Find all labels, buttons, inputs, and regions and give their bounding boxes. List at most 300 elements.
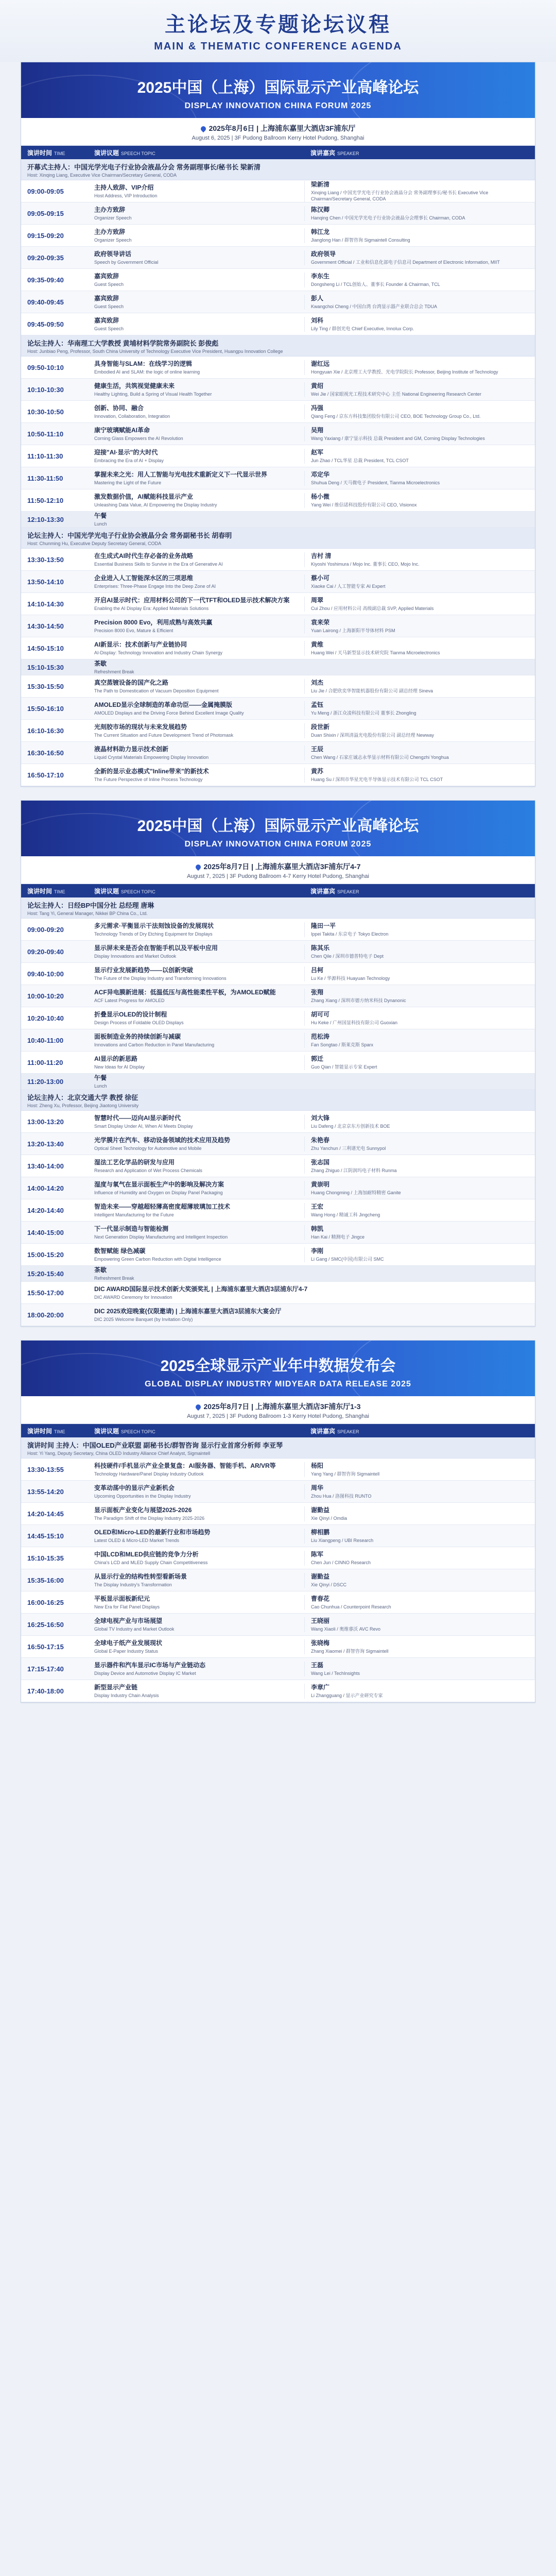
- speaker-name: 彭人: [311, 294, 324, 302]
- speaker-name: 郭迁: [311, 1055, 324, 1062]
- agenda-row: [21, 1569, 535, 1591]
- agenda-topic: [88, 1159, 304, 1174]
- agenda-time: 11:00-11:20: [27, 1058, 63, 1066]
- topic-en: Healthy Lighting, Build a Spring of Visual Health Together: [94, 391, 212, 397]
- agenda-time: 12:10-13:30: [27, 515, 64, 523]
- topic-en: Refreshment Break: [94, 1275, 134, 1281]
- agenda-row: [21, 1658, 535, 1680]
- speaker-name: 吴翔: [311, 426, 324, 434]
- agenda-time: 09:15-09:20: [27, 231, 64, 240]
- agenda-time: 13:20-13:40: [27, 1140, 64, 1148]
- topic-en: Organizer Speech: [94, 215, 132, 221]
- topic-cn: 下一代显示制造与智能检测: [94, 1225, 169, 1232]
- topic-en: Host Address, VIP Introduction: [94, 193, 158, 198]
- speaker-name: 朱艳春: [311, 1136, 330, 1144]
- agenda-topic: [88, 1266, 304, 1281]
- agenda-row: [21, 985, 535, 1007]
- col-topic: [88, 887, 304, 895]
- agenda-topic: [88, 1203, 304, 1218]
- agenda-row: [21, 1029, 535, 1052]
- speaker-name: 刘科: [311, 316, 324, 324]
- agenda-topic: [88, 679, 304, 694]
- agenda-time: 13:55-14:20: [27, 1487, 64, 1496]
- agenda-topic: [88, 1181, 304, 1196]
- speaker-title: Liu Dafeng / 北京京东方创新技术 BOE: [311, 1123, 390, 1129]
- section-title: 2025中国（上海）国际显示产业高峰论坛: [137, 818, 419, 835]
- agenda-speaker: [304, 1551, 535, 1566]
- agenda-row: [21, 1481, 535, 1503]
- section-3: [21, 1340, 535, 1703]
- agenda-speaker: [304, 1033, 535, 1048]
- topic-en: Global E-Paper Industry Status: [94, 1648, 159, 1654]
- agenda-speaker: [304, 493, 535, 508]
- speaker-name: 陈其乐: [311, 944, 330, 952]
- speaker-title: Wang Lei / TechInsights: [311, 1670, 360, 1676]
- agenda-speaker: [304, 1114, 535, 1129]
- agenda-row: [21, 467, 535, 489]
- host-row: [21, 528, 535, 549]
- agenda-speaker: [304, 295, 535, 310]
- speaker-name: 赵军: [311, 448, 324, 456]
- speaker-title: Zhu Yanchun / 三利谱光电 Sunnypol: [311, 1145, 386, 1151]
- agenda-topic: [88, 1617, 304, 1632]
- speaker-title: Xie Qinyi / Omdia: [311, 1515, 348, 1521]
- topic-en: Innovation, Collaboration, Integration: [94, 413, 170, 419]
- host-name-en: Host: Junbiao Peng, Professor, South China University of Technology Executive Vice President, Huangpu Innovation College: [27, 348, 283, 354]
- speaker-name: 陈军: [311, 1550, 324, 1558]
- topic-en: Research and Application of Wet Process Chemicals: [94, 1167, 202, 1173]
- host-name: 论坛主持人：北京交通大学 教授 徐征: [27, 1093, 138, 1101]
- section-1: [21, 62, 535, 787]
- speaker-name: 黄维: [311, 640, 324, 648]
- speaker-title: Zhang Xiang / 深圳市德方纳米科技 Dynanonic: [311, 997, 406, 1003]
- page-title: 主论坛及专题论坛议程: [165, 13, 391, 37]
- topic-cn: 全球电视产业与市场展望: [94, 1617, 163, 1624]
- agenda-time: 15:30-15:50: [27, 682, 64, 690]
- topic-cn: 开启AI显示时代：应用材料公司的下一代TFT和OLED显示技术解决方案: [94, 596, 290, 604]
- col-time-label-en: TIME: [54, 1429, 65, 1434]
- agenda-speaker: [304, 1662, 535, 1676]
- topic-en: Display Industry Chain Analysis: [94, 1692, 159, 1698]
- agenda-speaker: [304, 1203, 535, 1218]
- agenda-speaker: [304, 1529, 535, 1544]
- speaker-name: 周华: [311, 1484, 324, 1492]
- topic-en: Refreshment Break: [94, 669, 134, 674]
- agenda-speaker: [304, 1011, 535, 1026]
- agenda-time: 10:00-10:20: [27, 992, 64, 1000]
- topic-cn: 午餐: [94, 512, 107, 519]
- agenda-topic: [88, 449, 304, 464]
- topic-cn: 新型显示产业链: [94, 1683, 138, 1691]
- speaker-name: 袁来荣: [311, 618, 330, 626]
- topic-en: The Future of the Display Industry and Transforming Innovations: [94, 975, 227, 981]
- agenda-time: 09:40-09:45: [27, 298, 64, 306]
- agenda-row: [21, 615, 535, 637]
- topic-cn: 显示屏未来是否会在智能手机以及平板中应用: [94, 944, 218, 952]
- topic-en: Organizer Speech: [94, 237, 132, 243]
- speaker-title: Li Gang / SMC(中国)有限公司 SMC: [311, 1256, 384, 1262]
- page-title-en: MAIN & THEMATIC CONFERENCE AGENDA: [154, 41, 402, 52]
- topic-en: Corning Glass Empowers the AI Revolution: [94, 435, 183, 441]
- col-topic-label: 演讲议题: [94, 1427, 119, 1435]
- speaker-name: 梁新清: [311, 180, 330, 188]
- speaker-name: 谢勤益: [311, 1506, 330, 1514]
- speaker-name: 胡可可: [311, 1010, 330, 1018]
- agenda-time: 09:50-10:10: [27, 363, 64, 371]
- speaker-name: 张志国: [311, 1158, 330, 1166]
- topic-en: Intelligent Manufacturing for the Future: [94, 1212, 174, 1217]
- speaker-title: Li Zhangguang / 显示产业研究专家: [311, 1692, 383, 1698]
- venue-text: 2025年8月6日 | 上海浦东嘉里大酒店3F浦东厅: [208, 124, 356, 132]
- agenda-topic: [88, 184, 304, 199]
- agenda-speaker: [304, 967, 535, 981]
- topic-cn: 从显示行业的结构性转型看新场景: [94, 1572, 187, 1580]
- host-name-en: Host: Yi Yang, Deputy Secretary, China OLED Industry Alliance Chief Analyst, Sigmaintell: [27, 1450, 211, 1456]
- agenda-time: 09:00-09:05: [27, 187, 64, 195]
- speaker-title: Huang Su / 深圳市华星光电半导体显示技术有限公司 TCL CSOT: [311, 776, 443, 782]
- col-speaker: [304, 887, 535, 895]
- speaker-name: 韩凯: [311, 1225, 324, 1232]
- agenda-time: 09:35-09:40: [27, 276, 64, 284]
- speaker-name: 吉村 清: [311, 552, 332, 560]
- col-speaker-label: 演讲嘉宾: [310, 887, 336, 895]
- agenda-speaker: [304, 1595, 535, 1610]
- topic-en: Innovations and Carbon Reduction in Panel Manufacturing: [94, 1042, 215, 1047]
- agenda-topic: [88, 745, 304, 760]
- speaker-title: Jun Zhao / TCL华星 总裁 President, TCL CSOT: [311, 457, 409, 463]
- speaker-name: 韩江龙: [311, 228, 330, 235]
- speaker-name: 张晓梅: [311, 1639, 330, 1647]
- topic-en: Display Innovations and Market Outlook: [94, 953, 177, 959]
- topic-en: Enabling the AI Display Era: Applied Materials Solutions: [94, 605, 209, 611]
- agenda-topic: [88, 512, 304, 527]
- venue-line-en: August 7, 2025 | 3F Pudong Ballroom 1-3 Kerry Hotel Pudong, Shanghai: [187, 1413, 369, 1419]
- topic-en: Enterprises: Three-Phase Engage Into the Deep Zone of AI: [94, 583, 216, 589]
- speaker-title: Yuan Lairong / 上海新阳半导体材料 PSM: [311, 628, 395, 633]
- agenda-row: [21, 1133, 535, 1155]
- agenda-row: [21, 247, 535, 269]
- agenda-speaker: [304, 1137, 535, 1151]
- topic-en: Guest Speech: [94, 281, 124, 287]
- speaker-title: Zhang Zhiguo / 江阴润玛电子材料 Runma: [311, 1167, 397, 1173]
- agenda-topic: [88, 1662, 304, 1676]
- speaker-name: 刘杰: [311, 679, 324, 686]
- location-pin-icon: [194, 863, 201, 871]
- agenda-speaker: [304, 1247, 535, 1262]
- col-speaker-label: 演讲嘉宾: [310, 1427, 336, 1435]
- agenda-topic: [88, 382, 304, 397]
- speaker-title: Xinqing Liang / 中国光学光电子行业协会液晶分会 常务副理事长/秘书长 Executive Vice Chairman/Secretary General, CODA: [311, 190, 489, 201]
- speaker-title: Wei Jie / 国家眼视光工程技术研究中心 主任 National Engineering Research Center: [311, 391, 481, 397]
- agenda-time: 15:50-17:00: [27, 1289, 64, 1297]
- speaker-title: Ippei Takita / 东京电子 Tokyo Electron: [311, 931, 389, 937]
- col-speaker: [304, 1427, 535, 1435]
- topic-en: Smart Display Under AI, When AI Meets Display: [94, 1123, 193, 1129]
- agenda-row: [21, 919, 535, 941]
- col-topic: [88, 1427, 304, 1435]
- venue-text: 2025年8月7日 | 上海浦东嘉里大酒店3F浦东厅1-3: [203, 1402, 361, 1411]
- topic-cn: 真空蒸镀设备的国产化之路: [94, 679, 169, 686]
- speaker-title: Zhang Xiaomei / 群智咨询 Sigmaintell: [311, 1648, 389, 1654]
- topic-en: ACF Latest Progress for AMOLED: [94, 997, 165, 1003]
- agenda-topic: [88, 701, 304, 716]
- agenda-speaker: [304, 574, 535, 589]
- host-row: [21, 1437, 535, 1459]
- topic-cn: 智造未来——穿越超轻薄高密度超薄玻璃加工技术: [94, 1202, 231, 1210]
- break-row: [21, 659, 535, 675]
- column-header: [21, 146, 535, 159]
- agenda-row: [21, 225, 535, 247]
- break-row: [21, 1074, 535, 1090]
- agenda-speaker: [304, 427, 535, 442]
- topic-en: Upcoming Opportunities in the Display Industry: [94, 1493, 191, 1499]
- topic-en: China's LCD and MLED Supply Chain Competitiveness: [94, 1560, 208, 1565]
- agenda-topic: [88, 228, 304, 243]
- agenda-speaker: [304, 922, 535, 937]
- agenda-speaker: [304, 404, 535, 419]
- topic-en: Influence of Humidity and Oxygen on Display Panel Packaging: [94, 1190, 223, 1195]
- speaker-name: 王辰: [311, 745, 324, 753]
- speaker-name: 李刚: [311, 1247, 324, 1255]
- col-time: [21, 887, 88, 895]
- topic-en: Latest OLED & Micro-LED Market Trends: [94, 1537, 180, 1543]
- speaker-name: 王宏: [311, 1202, 324, 1210]
- agenda-topic: [88, 1285, 531, 1300]
- agenda-topic: [88, 360, 304, 375]
- agenda-speaker: [304, 206, 535, 221]
- col-time-label-en: TIME: [54, 889, 65, 894]
- section-title: 2025全球显示产业年中数据发布会: [160, 1358, 396, 1375]
- agenda-row: [21, 571, 535, 593]
- speaker-name: 邓定华: [311, 470, 330, 478]
- topic-en: Optical Sheet Technology for Automotive and Mobile: [94, 1145, 202, 1151]
- agenda-topic: [88, 1055, 304, 1070]
- agenda-speaker: [304, 1159, 535, 1174]
- agenda-time: 13:50-14:10: [27, 578, 64, 586]
- agenda-time: 14:30-14:50: [27, 622, 64, 630]
- topic-cn: 变革动荡中的显示产业新机会: [94, 1484, 175, 1492]
- agenda-row: [21, 445, 535, 467]
- speaker-title: Government Official / 工业和信息化部电子信息司 Department of Electronic Information, MIIT: [311, 259, 500, 265]
- agenda-row: [21, 637, 535, 659]
- speaker-title: Chen Qile / 深圳市德普特电子 Dept: [311, 953, 384, 959]
- agenda-speaker: [304, 723, 535, 738]
- col-speaker-label-en: SPEAKER: [337, 889, 359, 894]
- agenda-row: [21, 1614, 535, 1636]
- speaker-title: Huang Chongming / 上海加耐特精密 Ganite: [311, 1190, 401, 1195]
- agenda-row: [21, 423, 535, 445]
- topic-cn: 创新、协同、融合: [94, 404, 144, 412]
- agenda-row: [21, 1547, 535, 1569]
- speaker-title: Liu Jie / 合肥欣奕华智能机器股份有限公司 副总经理 Sineva: [311, 688, 433, 693]
- agenda-topic: [88, 1684, 304, 1699]
- agenda-speaker: [304, 1181, 535, 1196]
- speaker-title: Yang Wei / 维信诺科技股份有限公司 CEO, Visionox: [311, 502, 417, 507]
- agenda-topic: [88, 1595, 304, 1610]
- speaker-title: Shuhua Deng / 天马微电子 President, Tianma Microelectronics: [311, 480, 440, 485]
- speaker-name: 谢红远: [311, 360, 330, 367]
- agenda-speaker: [304, 641, 535, 656]
- col-topic: [88, 148, 304, 157]
- agenda-time: 16:30-16:50: [27, 749, 64, 757]
- topic-cn: 面板制造业务的持续创新与减碳: [94, 1032, 181, 1040]
- host-name: 论坛主持人：华南理工大学教授 黄埔材料学院常务副院长 彭俊彪: [27, 339, 219, 347]
- topic-cn: 嘉宾致辞: [94, 316, 119, 324]
- agenda-row: [21, 1459, 535, 1481]
- col-time: [21, 1427, 88, 1435]
- speaker-title: Lily Ting / 群创光电 Chief Executive, Innolux Corp.: [311, 326, 414, 331]
- agenda-topic: [88, 1033, 304, 1048]
- topic-cn: 光学膜片在汽车、移动设备领域的技术应用及趋势: [94, 1136, 231, 1144]
- agenda-topic: [88, 1639, 304, 1654]
- topic-cn: 光刻胶市场的现状与未来发展趋势: [94, 723, 187, 731]
- agenda-time: 14:45-15:10: [27, 1532, 64, 1540]
- col-time-label: 演讲时间: [27, 149, 53, 157]
- section-venue: [21, 118, 535, 146]
- agenda-row: [21, 963, 535, 985]
- break-row: [21, 512, 535, 528]
- topic-cn: 多元需求·平衡显示干法刻蚀设备的发展现状: [94, 922, 214, 929]
- topic-cn: 中国LCD和MLED供应链的竞争力分析: [94, 1550, 199, 1558]
- topic-en: Guest Speech: [94, 303, 124, 309]
- agenda-time: 10:40-11:00: [27, 1036, 64, 1044]
- agenda-time: 13:40-14:00: [27, 1162, 64, 1170]
- topic-en: Embracing the Era of AI + Display: [94, 457, 164, 463]
- agenda-row: [21, 1282, 535, 1304]
- topic-cn: 在生成式AI时代生存必备的业务战略: [94, 552, 194, 560]
- agenda-time: 13:00-13:20: [27, 1117, 64, 1126]
- topic-en: The Path to Domestication of Vacuum Deposition Equipment: [94, 688, 219, 693]
- section-venue: [21, 1396, 535, 1424]
- agenda-row: [21, 549, 535, 571]
- agenda-topic: [88, 493, 304, 508]
- agenda-row: [21, 1304, 535, 1326]
- agenda-time: 15:10-15:30: [27, 663, 64, 671]
- agenda-row: [21, 1052, 535, 1074]
- speaker-name: 范松涛: [311, 1032, 330, 1040]
- agenda-speaker: [304, 701, 535, 716]
- agenda-time: 09:45-09:50: [27, 320, 64, 328]
- venue-line-en: August 7, 2025 | 3F Pudong Ballroom 4-7 Kerry Hotel Pudong, Shanghai: [187, 873, 369, 879]
- topic-en: Global TV Industry and Market Outlook: [94, 1626, 175, 1632]
- agenda-row: [21, 1111, 535, 1133]
- col-topic-label: 演讲议题: [94, 149, 119, 157]
- topic-cn: ACF异电膜新进展：低温低压与高性能柔性平板，为AMOLED赋能: [94, 988, 276, 996]
- agenda-topic: [88, 1247, 304, 1262]
- agenda-speaker: [304, 1462, 535, 1477]
- agenda-time: 09:00-09:20: [27, 925, 64, 934]
- speaker-name: 王晓丽: [311, 1617, 330, 1624]
- agenda-topic: [88, 1114, 304, 1129]
- agenda-topic: [88, 273, 304, 287]
- topic-cn: 政府领导讲话: [94, 250, 132, 258]
- col-speaker: [304, 148, 535, 157]
- agenda-time: 16:50-17:15: [27, 1642, 64, 1651]
- topic-en: The Display Industry's Transformation: [94, 1582, 172, 1587]
- break-row: [21, 1266, 535, 1282]
- section-subtitle: GLOBAL DISPLAY INDUSTRY MIDYEAR DATA RELEASE 2025: [145, 1380, 411, 1388]
- agenda-time: 18:00-20:00: [27, 1311, 64, 1319]
- agenda-time: 10:10-10:30: [27, 385, 64, 394]
- agenda-time: 09:05-09:15: [27, 209, 64, 217]
- agenda-row: [21, 1244, 535, 1266]
- speaker-title: Chen Wang / 石家庄诚志永华显示材料有限公司 Chengzhi Yonghua: [311, 754, 449, 760]
- agenda-time: 17:15-17:40: [27, 1665, 64, 1673]
- topic-en: The Current Situation and Future Development Trend of Photomask: [94, 732, 234, 738]
- topic-en: Liquid Crystal Materials Empowering Display Innovation: [94, 754, 209, 760]
- agenda-row: [21, 1199, 535, 1222]
- topic-cn: 显示器件和汽车显示IC市场与产业链动态: [94, 1661, 206, 1669]
- agenda-topic: [88, 723, 304, 738]
- topic-cn: 主办方致辞: [94, 228, 126, 235]
- agenda-time: 16:10-16:30: [27, 726, 64, 735]
- topic-cn: 数智赋能 绿色减碳: [94, 1247, 146, 1255]
- agenda-speaker: [304, 250, 535, 265]
- topic-cn: 主办方致辞: [94, 206, 126, 213]
- agenda-speaker: [304, 745, 535, 760]
- topic-en: Precision 8000 Evo, Mature & Efficient: [94, 628, 173, 633]
- col-topic-label-en: SPEECH TOPIC: [121, 1429, 155, 1434]
- agenda-row: [21, 313, 535, 335]
- speaker-name: 周翠: [311, 596, 324, 604]
- agenda-time: 14:20-14:45: [27, 1510, 64, 1518]
- topic-cn: 激发数据价值，AI赋能科技显示产业: [94, 493, 194, 500]
- agenda-row: [21, 1503, 535, 1525]
- agenda-row: [21, 180, 535, 202]
- agenda-topic: [88, 404, 304, 419]
- topic-en: Next Generation Display Manufacturing and Intelligent Inspection: [94, 1234, 228, 1240]
- topic-cn: 具身智能与SLAM：在线学习的逻辑: [94, 360, 192, 367]
- speaker-title: Fan Songtao / 斯莱克斯 Sparx: [311, 1042, 374, 1047]
- agenda-topic: [88, 597, 304, 612]
- topic-cn: 显示行业发展新趋势——以创新突破: [94, 966, 194, 974]
- topic-en: Display Device and Automotive Display IC Market: [94, 1670, 196, 1676]
- agenda-row: [21, 357, 535, 379]
- agenda-row: [21, 489, 535, 512]
- speaker-title: Han Kai / 精测电子 Jingce: [311, 1234, 365, 1240]
- agenda-time: 11:50-12:10: [27, 496, 64, 504]
- speaker-name: 刘大锋: [311, 1114, 330, 1122]
- speaker-name: 吕柯: [311, 966, 324, 974]
- agenda-topic: [88, 619, 304, 634]
- col-topic-label-en: SPEECH TOPIC: [121, 889, 155, 894]
- agenda-row: [21, 1177, 535, 1199]
- agenda-row: [21, 1007, 535, 1029]
- agenda-topic: [88, 250, 304, 265]
- speaker-name: 李章广: [311, 1683, 330, 1691]
- topic-en: Lunch: [94, 1083, 107, 1089]
- topic-cn: 显示面板产业变化与展望2025-2026: [94, 1506, 192, 1514]
- speaker-title: Liu Xiangpeng / UBI Research: [311, 1537, 374, 1543]
- agenda-speaker: [304, 228, 535, 243]
- speaker-name: 柳相鹏: [311, 1528, 330, 1536]
- speaker-name: 陈汉卿: [311, 206, 330, 213]
- speaker-title: Zhou Hua / 洛图科技 RUNTO: [311, 1493, 372, 1499]
- speaker-title: Dongsheng Li / TCL创始人、董事长 Founder & Chairman, TCL: [311, 281, 440, 287]
- topic-en: Design Process of Foldable OLED Displays: [94, 1020, 184, 1025]
- speaker-name: 谢勤益: [311, 1572, 330, 1580]
- speaker-title: Hanqing Chen / 中国光学光电子行业协会液晶分会理事长 Chairman, CODA: [311, 215, 465, 221]
- agenda-topic: [88, 922, 304, 937]
- topic-en: Technology Hardware/Panel Display Industry Outlook: [94, 1471, 204, 1477]
- speaker-title: Yu Meng / 浙江众凌科技有限公司 董事长 Zhongling: [311, 710, 416, 716]
- agenda-speaker: [304, 273, 535, 287]
- agenda-topic: [88, 944, 304, 959]
- agenda-time: 15:35-16:00: [27, 1576, 64, 1584]
- agenda-time: 13:30-13:55: [27, 1465, 64, 1473]
- agenda-topic: [88, 1573, 304, 1588]
- speaker-name: 隆田一平: [311, 922, 336, 929]
